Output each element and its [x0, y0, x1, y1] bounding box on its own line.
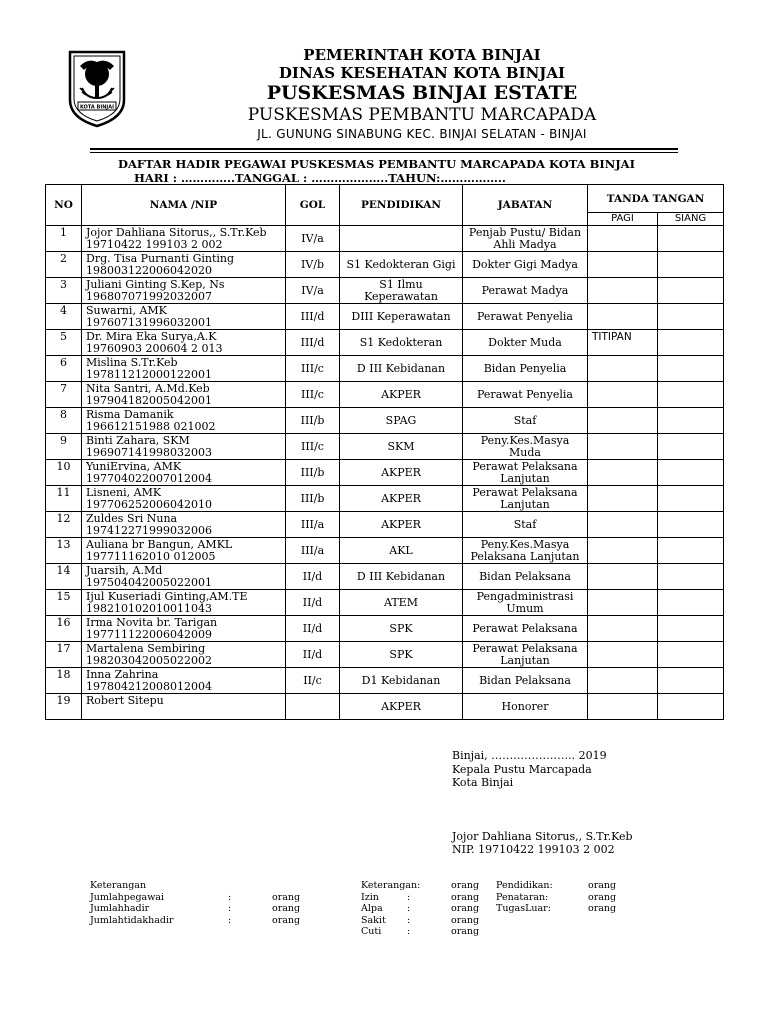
cell-gol: II/c — [286, 668, 340, 694]
cell-nama-nip — [82, 460, 286, 486]
cell-jabatan: Perawat Pelaksana Lanjutan — [463, 460, 588, 486]
cell-gol: III/d — [286, 304, 340, 330]
ket1-sep: : — [228, 914, 232, 926]
cell-nama-nip — [82, 590, 286, 616]
cell-ttd-siang — [658, 694, 724, 720]
ket2-unit: orang — [451, 914, 480, 926]
cell-jabatan: Staf — [463, 512, 588, 538]
cell-pendidikan: D III Kebidanan — [340, 564, 463, 590]
cell-no: 16 — [46, 616, 82, 642]
header-pendidikan: PENDIDIKAN — [340, 185, 463, 226]
cell-ttd-pagi — [588, 304, 658, 330]
cell-jabatan: Dokter Muda — [463, 330, 588, 356]
cell-no: 14 — [46, 564, 82, 590]
cell-nip: 196807071992032007 — [86, 290, 212, 303]
cell-gol: III/c — [286, 434, 340, 460]
city-emblem-icon — [66, 48, 128, 128]
document-title: DAFTAR HADIR PEGAWAI PUSKESMAS PEMBANTU MARCAPADA KOTA BINJAI — [118, 157, 635, 171]
cell-nip: 197804212008012004 — [86, 680, 212, 693]
ket2-sep: : — [407, 903, 411, 914]
ket3-unit: orang — [588, 903, 617, 914]
cell-ttd-pagi: TITIPAN — [588, 330, 658, 356]
ket1-label: Jumlahtidakhadir — [90, 914, 174, 926]
cell-no: 17 — [46, 642, 82, 668]
cell-ttd-siang — [658, 460, 724, 486]
ket1-label: Keterangan — [90, 880, 147, 891]
cell-ttd-pagi — [588, 356, 658, 382]
cell-nip: 197704022007012004 — [86, 472, 212, 485]
ket1-unit: orang — [272, 914, 301, 926]
table-row — [46, 512, 724, 538]
cell-gol: III/b — [286, 408, 340, 434]
cell-ttd-siang — [658, 434, 724, 460]
cell-jabatan: Dokter Gigi Madya — [463, 252, 588, 278]
cell-ttd-siang — [658, 512, 724, 538]
cell-ttd-pagi — [588, 694, 658, 720]
cell-ttd-pagi — [588, 668, 658, 694]
cell-ttd-pagi — [588, 434, 658, 460]
cell-nip: 197904182005042001 — [86, 394, 212, 407]
signature-block — [452, 749, 633, 857]
keterangan-col-1 — [90, 880, 320, 926]
header-tanda-tangan: TANDA TANGAN — [588, 185, 724, 213]
kop-line-1: PEMERINTAH KOTA BINJAI — [303, 46, 541, 64]
cell-gol: II/d — [286, 564, 340, 590]
ket3-unit: orang — [588, 880, 617, 891]
cell-gol: III/d — [286, 330, 340, 356]
cell-no: 13 — [46, 538, 82, 564]
table-row — [46, 330, 724, 356]
cell-gol: III/a — [286, 512, 340, 538]
cell-ttd-siang — [658, 642, 724, 668]
cell-ttd-pagi — [588, 512, 658, 538]
cell-ttd-siang — [658, 382, 724, 408]
letterhead-rule-thick — [90, 148, 678, 150]
cell-no: 10 — [46, 460, 82, 486]
letterhead-rule-thin — [90, 152, 678, 153]
ket2-unit: orang — [451, 903, 480, 914]
cell-pendidikan — [340, 226, 463, 252]
cell-gol: II/d — [286, 616, 340, 642]
cell-ttd-siang — [658, 304, 724, 330]
ket2-label: Cuti — [361, 926, 382, 937]
table-row — [46, 434, 724, 460]
cell-ttd-siang — [658, 356, 724, 382]
cell-ttd-pagi — [588, 408, 658, 434]
cell-nama: Inna Zahrina — [86, 668, 159, 681]
cell-nama: Suwarni, AMK — [86, 304, 167, 317]
cell-nama-nip — [82, 486, 286, 512]
ket2-label: Izin — [361, 891, 379, 903]
cell-gol: III/c — [286, 356, 340, 382]
cell-nama: Dr. Mira Eka Surya,A.K — [86, 330, 217, 343]
cell-pendidikan: DIII Keperawatan — [340, 304, 463, 330]
cell-no: 8 — [46, 408, 82, 434]
cell-nama: Nita Santri, A.Md.Keb — [86, 382, 210, 395]
cell-nip: 19710422 199103 2 002 — [86, 238, 223, 251]
cell-nama-nip — [82, 382, 286, 408]
cell-nama-nip — [82, 408, 286, 434]
ket2-sep: : — [407, 891, 411, 903]
cell-pendidikan: AKPER — [340, 460, 463, 486]
cell-jabatan: Peny.Kes.Masya Pelaksana Lanjutan — [463, 538, 588, 564]
cell-nama-nip — [82, 538, 286, 564]
cell-ttd-siang — [658, 408, 724, 434]
header-pagi: PAGI — [588, 213, 658, 226]
cell-nip: 197607131996032001 — [86, 316, 212, 329]
cell-gol: IV/a — [286, 226, 340, 252]
ket3-label: Pendidikan: — [496, 880, 553, 891]
cell-no: 1 — [46, 226, 82, 252]
cell-pendidikan: AKPER — [340, 486, 463, 512]
cell-ttd-siang — [658, 590, 724, 616]
header-siang: SIANG — [658, 213, 724, 226]
ket1-label: Jumlahpegawai — [90, 891, 165, 903]
cell-pendidikan: SPAG — [340, 408, 463, 434]
cell-no: 15 — [46, 590, 82, 616]
cell-jabatan: Perawat Madya — [463, 278, 588, 304]
table-row — [46, 538, 724, 564]
cell-jabatan: Perawat Pelaksana Lanjutan — [463, 486, 588, 512]
cell-nama-nip — [82, 668, 286, 694]
cell-jabatan: Bidan Pelaksana — [463, 668, 588, 694]
cell-nama-nip — [82, 642, 286, 668]
ket3-label: TugasLuar: — [496, 903, 551, 914]
cell-no: 6 — [46, 356, 82, 382]
cell-nip: 198203042005022002 — [86, 654, 212, 667]
cell-no: 12 — [46, 512, 82, 538]
cell-ttd-pagi — [588, 382, 658, 408]
ket1-sep: : — [228, 903, 232, 914]
cell-pendidikan: S1 Ilmu Keperawatan — [340, 278, 463, 304]
cell-nama: Martalena Sembiring — [86, 642, 206, 655]
table-row — [46, 382, 724, 408]
attendance-table — [45, 184, 724, 720]
cell-ttd-pagi — [588, 590, 658, 616]
cell-no: 18 — [46, 668, 82, 694]
cell-nama-nip — [82, 330, 286, 356]
cell-pendidikan: AKPER — [340, 512, 463, 538]
cell-no: 3 — [46, 278, 82, 304]
cell-pendidikan: AKPER — [340, 382, 463, 408]
ket2-unit: orang — [451, 880, 480, 891]
cell-jabatan: Bidan Pelaksana — [463, 564, 588, 590]
cell-gol — [286, 694, 340, 720]
cell-ttd-pagi — [588, 642, 658, 668]
table-row — [46, 252, 724, 278]
ket2-unit: orang — [451, 926, 480, 937]
table-row — [46, 590, 724, 616]
keterangan-col-3 — [496, 880, 626, 915]
ket1-unit: orang — [272, 903, 301, 914]
cell-nama: Drg. Tisa Purnanti Ginting — [86, 252, 235, 265]
table-row — [46, 668, 724, 694]
cell-no: 5 — [46, 330, 82, 356]
ket3-label: Penataran: — [496, 891, 549, 903]
signature-nip: NIP. 19710422 199103 2 002 — [452, 843, 615, 856]
cell-pendidikan: SPK — [340, 616, 463, 642]
cell-nama-nip — [82, 304, 286, 330]
cell-ttd-pagi — [588, 486, 658, 512]
cell-gol: III/b — [286, 460, 340, 486]
table-row — [46, 486, 724, 512]
ket2-sep: : — [407, 926, 411, 937]
ket3-unit: orang — [588, 891, 617, 903]
cell-ttd-siang — [658, 330, 724, 356]
cell-pendidikan: SPK — [340, 642, 463, 668]
cell-nama-nip — [82, 434, 286, 460]
cell-ttd-siang — [658, 616, 724, 642]
ket2-sep: : — [407, 914, 411, 926]
cell-nip: 197811212000122001 — [86, 368, 212, 381]
cell-nama-nip — [82, 356, 286, 382]
ket2-unit: orang — [451, 891, 480, 903]
cell-jabatan: Pengadministrasi Umum — [463, 590, 588, 616]
cell-nip: 196612151988 021002 — [86, 420, 216, 433]
cell-gol: III/b — [286, 486, 340, 512]
cell-no: 2 — [46, 252, 82, 278]
kop-line-4: PUSKESMAS PEMBANTU MARCAPADA — [247, 105, 597, 125]
kop-line-3: PUSKESMAS BINJAI ESTATE — [266, 82, 578, 104]
cell-ttd-siang — [658, 226, 724, 252]
cell-ttd-pagi — [588, 564, 658, 590]
table-row — [46, 304, 724, 330]
cell-gol: III/a — [286, 538, 340, 564]
cell-nip: 197504042005022001 — [86, 576, 212, 589]
cell-jabatan: Perawat Pelaksana — [463, 616, 588, 642]
cell-pendidikan: ATEM — [340, 590, 463, 616]
cell-nama: Ijul Kuseriadi Ginting,AM.TE — [86, 590, 248, 603]
cell-nama-nip — [82, 564, 286, 590]
cell-gol: IV/b — [286, 252, 340, 278]
cell-gol: III/c — [286, 382, 340, 408]
cell-jabatan: Perawat Penyelia — [463, 304, 588, 330]
table-row — [46, 226, 724, 252]
cell-nama: Risma Damanik — [86, 408, 174, 421]
ket1-sep: : — [228, 891, 232, 903]
cell-nip: 197412271999032006 — [86, 524, 212, 537]
ket2-label: Keterangan: — [361, 880, 421, 891]
cell-no: 19 — [46, 694, 82, 720]
cell-nama: Lisneni, AMK — [86, 486, 162, 499]
cell-nama-nip — [82, 616, 286, 642]
ket2-label: Sakit — [361, 914, 386, 926]
cell-nama-nip — [82, 252, 286, 278]
table-row — [46, 616, 724, 642]
cell-nama: YuniErvina, AMK — [86, 460, 182, 473]
cell-ttd-siang — [658, 486, 724, 512]
cell-nama: Zuldes Sri Nuna — [86, 512, 178, 525]
cell-nama: Auliana br Bangun, AMKL — [86, 538, 233, 551]
cell-nip: 196907141998032003 — [86, 446, 212, 459]
cell-nama: Juarsih, A.Md — [86, 564, 163, 577]
cell-pendidikan: S1 Kedokteran Gigi — [340, 252, 463, 278]
cell-nama-nip — [82, 512, 286, 538]
cell-ttd-pagi — [588, 538, 658, 564]
cell-jabatan: Peny.Kes.Masya Muda — [463, 434, 588, 460]
ket2-label: Alpa — [361, 903, 383, 914]
cell-nip: 198003122006042020 — [86, 264, 212, 277]
signature-position-2: Kota Binjai — [452, 776, 514, 789]
cell-pendidikan: D III Kebidanan — [340, 356, 463, 382]
cell-nip: 198210102010011043 — [86, 602, 212, 615]
cell-ttd-siang — [658, 278, 724, 304]
table-row — [46, 460, 724, 486]
ket1-label: Jumlahhadir — [90, 903, 150, 914]
logo-text: KOTA BINJAI — [80, 104, 114, 111]
signature-position-1: Kepala Pustu Marcapada — [452, 762, 592, 776]
signature-name: Jojor Dahliana Sitorus,, S.Tr.Keb — [452, 829, 633, 843]
cell-no: 11 — [46, 486, 82, 512]
cell-nama: Robert Sitepu — [86, 694, 164, 707]
document-subtitle: HARI : …………..TANGGAL : ………………..TAHUN:…………….. — [134, 171, 506, 185]
cell-ttd-pagi — [588, 252, 658, 278]
signature-place-date: Binjai, ………………….. 2019 — [452, 749, 607, 762]
cell-pendidikan: AKPER — [340, 694, 463, 720]
cell-pendidikan: D1 Kebidanan — [340, 668, 463, 694]
cell-ttd-siang — [658, 668, 724, 694]
cell-jabatan: Penjab Pustu/ Bidan Ahli Madya — [463, 226, 588, 252]
cell-no: 9 — [46, 434, 82, 460]
cell-nip: 197711162010 012005 — [86, 550, 216, 563]
cell-nama-nip — [82, 278, 286, 304]
cell-nama: Binti Zahara, SKM — [86, 434, 190, 447]
keterangan-col-2 — [361, 880, 491, 938]
cell-nama: Juliani Ginting S.Kep, Ns — [86, 278, 225, 291]
cell-gol: IV/a — [286, 278, 340, 304]
cell-nama-nip — [82, 226, 286, 252]
cell-ttd-pagi — [588, 460, 658, 486]
header-nama: NAMA /NIP — [82, 185, 286, 226]
cell-nip: 197711122006042009 — [86, 628, 212, 641]
ket1-unit: orang — [272, 891, 301, 903]
cell-jabatan: Staf — [463, 408, 588, 434]
letterhead — [62, 44, 702, 144]
cell-jabatan: Perawat Penyelia — [463, 382, 588, 408]
cell-ttd-pagi — [588, 616, 658, 642]
cell-ttd-pagi — [588, 278, 658, 304]
header-jabatan: JABATAN — [463, 185, 588, 226]
cell-jabatan: Bidan Penyelia — [463, 356, 588, 382]
kop-line-2: DINAS KESEHATAN KOTA BINJAI — [278, 64, 566, 82]
cell-gol: II/d — [286, 642, 340, 668]
cell-pendidikan: AKL — [340, 538, 463, 564]
cell-gol: II/d — [286, 590, 340, 616]
cell-nama: Jojor Dahliana Sitorus,, S.Tr.Keb — [86, 226, 267, 239]
cell-nip: 197706252006042010 — [86, 498, 212, 511]
table-row — [46, 278, 724, 304]
cell-pendidikan: S1 Kedokteran — [340, 330, 463, 356]
kop-address: JL. GUNUNG SINABUNG KEC. BINJAI SELATAN - BINJAI — [257, 127, 587, 141]
cell-no: 4 — [46, 304, 82, 330]
cell-jabatan: Honorer — [463, 694, 588, 720]
cell-jabatan: Perawat Pelaksana Lanjutan — [463, 642, 588, 668]
cell-nama-nip — [82, 694, 286, 720]
cell-pendidikan: SKM — [340, 434, 463, 460]
cell-ttd-siang — [658, 538, 724, 564]
table-row — [46, 642, 724, 668]
cell-ttd-pagi — [588, 226, 658, 252]
cell-ttd-siang — [658, 564, 724, 590]
table-row — [46, 564, 724, 590]
table-row — [46, 356, 724, 382]
cell-no: 7 — [46, 382, 82, 408]
cell-ttd-siang — [658, 252, 724, 278]
cell-nama: Mislina S.Tr.Keb — [86, 356, 178, 369]
header-no: NO — [46, 185, 82, 226]
cell-nama: Irma Novita br. Tarigan — [86, 616, 218, 629]
table-row — [46, 408, 724, 434]
cell-nip: 19760903 200604 2 013 — [86, 342, 223, 355]
table-row — [46, 694, 724, 720]
header-gol: GOL — [286, 185, 340, 226]
